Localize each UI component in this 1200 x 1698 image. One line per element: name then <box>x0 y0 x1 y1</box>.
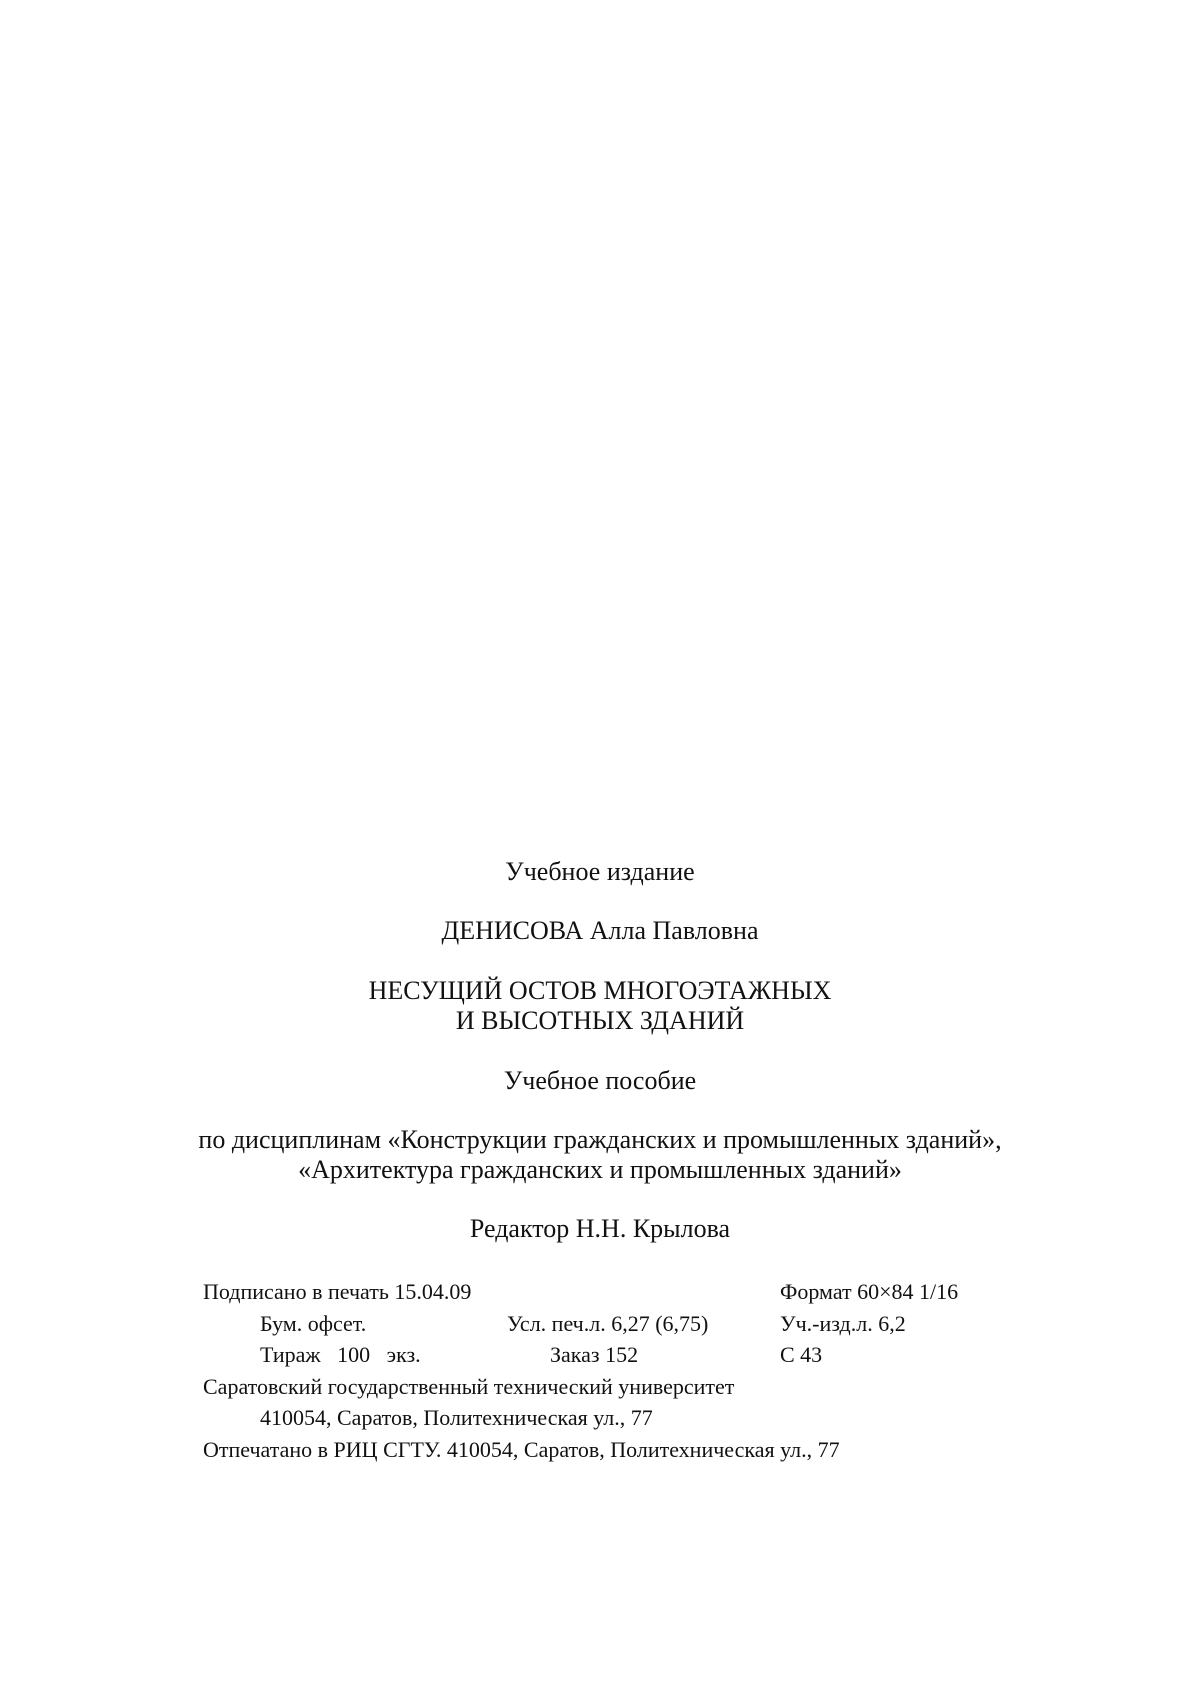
editor-credit: Редактор Н.Н. Крылова <box>469 1214 731 1243</box>
signed-to-print: Подписано в печать 15.04.09 <box>203 1279 472 1304</box>
circulation: Тираж 100 экз. <box>260 1342 421 1367</box>
publishing-sheets: Уч.-изд.л. 6,2 <box>780 1311 906 1336</box>
disciplines-line-2: «Архитектура гражданских и промышленных зданий» <box>298 1155 902 1184</box>
format: Формат 60×84 1/16 <box>780 1279 959 1304</box>
university-address: 410054, Саратов, Политехническая ул., 77 <box>260 1405 653 1430</box>
order-number: Заказ 152 <box>550 1342 639 1367</box>
book-title-line-1: НЕСУЩИЙ ОСТОВ МНОГОЭТАЖНЫХ <box>368 976 832 1005</box>
disciplines-line-1: по дисциплинам «Конструкции гражданских и промышленных зданий», <box>198 1125 1002 1154</box>
book-title-line-2: И ВЫСОТНЫХ ЗДАНИЙ <box>455 1006 745 1035</box>
catalog-code: С 43 <box>780 1342 823 1367</box>
printing-house: Отпечатано в РИЦ СГТУ. 410054, Саратов, Политехническая ул., 77 <box>203 1437 840 1462</box>
edition-type: Учебное издание <box>505 857 695 886</box>
author-name: ДЕНИСОВА Алла Павловна <box>441 916 759 945</box>
paper-type: Бум. офсет. <box>260 1311 367 1336</box>
book-subtitle: Учебное пособие <box>503 1066 697 1095</box>
university-name: Саратовский государственный технический университет <box>203 1374 735 1399</box>
printed-sheets: Усл. печ.л. 6,27 (6,75) <box>507 1311 709 1336</box>
